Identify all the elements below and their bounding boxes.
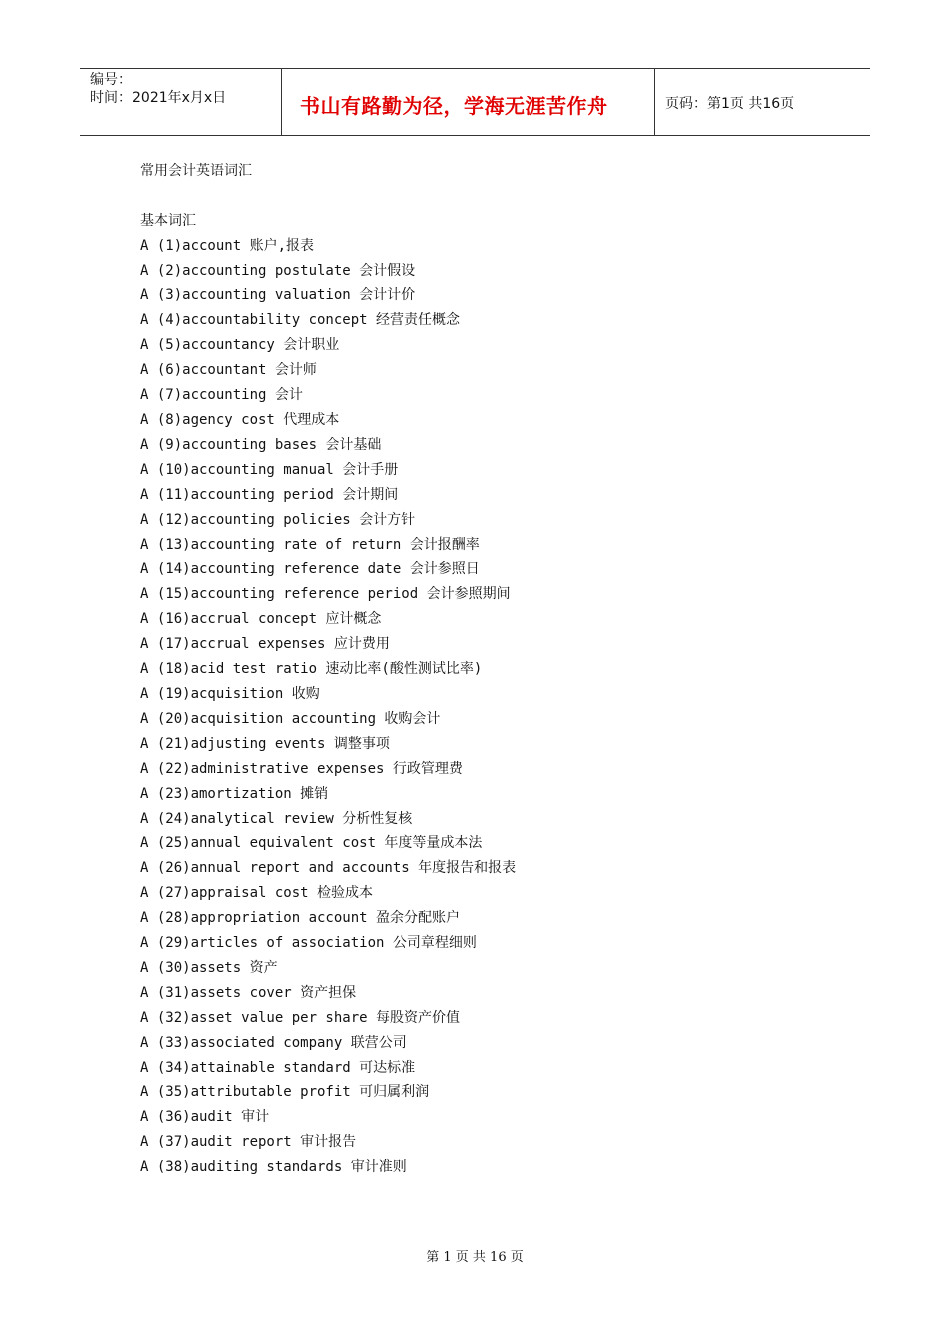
vocabulary-entry: A (29)articles of association 公司章程细则 (140, 935, 477, 952)
header-page-info: 页码：第1页 共16页 (665, 96, 795, 112)
vocabulary-entry: A (38)auditing standards 审计准则 (140, 1159, 407, 1176)
vocabulary-entry: A (18)acid test ratio 速动比率(酸性测试比率) (140, 661, 483, 678)
spacer (140, 184, 520, 209)
vocabulary-entry: A (22)administrative expenses 行政管理费 (140, 760, 463, 777)
vocabulary-entry: A (16)accrual concept 应计概念 (140, 611, 382, 628)
vocabulary-entry: A (30)assets 资产 (140, 959, 278, 976)
vocabulary-entry: A (17)accrual expenses 应计费用 (140, 636, 390, 653)
vocabulary-entry: A (20)acquisition accounting 收购会计 (140, 710, 441, 727)
vocabulary-entry: A (11)accounting period 会计期间 (140, 486, 399, 503)
vocabulary-entry: A (8)agency cost 代理成本 (140, 412, 340, 429)
vocabulary-entry: A (34)attainable standard 可达标准 (140, 1059, 416, 1076)
vocabulary-entry: A (1)account 账户,报表 (140, 237, 315, 254)
vocabulary-entry: A (14)accounting reference date 会计参照日 (140, 561, 480, 578)
document-title: 常用会计英语词汇 (140, 163, 252, 179)
vocabulary-entry: A (21)adjusting events 调整事项 (140, 735, 390, 752)
vocabulary-entry: A (10)accounting manual 会计手册 (140, 461, 399, 478)
vocabulary-entry: A (32)asset value per share 每股资产价值 (140, 1009, 461, 1026)
vocabulary-entry: A (27)appraisal cost 检验成本 (140, 885, 374, 902)
vocabulary-entry: A (37)audit report 审计报告 (140, 1134, 357, 1151)
vocabulary-entry: A (26)annual report and accounts 年度报告和报表 (140, 860, 517, 877)
vocabulary-entry: A (36)audit 审计 (140, 1109, 270, 1126)
header-number-label: 编号： (90, 72, 132, 88)
vocabulary-entry: A (23)amortization 摊销 (140, 785, 329, 802)
vocabulary-entry: A (28)appropriation account 盈余分配账户 (140, 910, 461, 927)
header-divider-left (281, 69, 282, 135)
vocabulary-entry: A (3)accounting valuation 会计计价 (140, 287, 416, 304)
vocabulary-entry: A (33)associated company 联营公司 (140, 1034, 407, 1051)
vocabulary-entry: A (5)accountancy 会计职业 (140, 337, 340, 354)
header-divider-right (654, 69, 655, 135)
vocabulary-entry: A (4)accountability concept 经营责任概念 (140, 312, 461, 329)
header-meta (90, 71, 226, 107)
document-body (140, 159, 520, 1180)
section-title: 基本词汇 (140, 212, 196, 229)
vocabulary-entry: A (7)accounting 会计 (140, 387, 303, 404)
vocabulary-entry: A (13)accounting rate of return 会计报酬率 (140, 536, 480, 553)
header-top-border (80, 68, 870, 69)
vocabulary-entry: A (24)analytical review 分析性复核 (140, 810, 413, 827)
vocabulary-list (140, 234, 520, 1180)
vocabulary-entry: A (9)accounting bases 会计基础 (140, 436, 382, 453)
vocabulary-entry: A (35)attributable profit 可归属利润 (140, 1084, 430, 1101)
vocabulary-entry: A (12)accounting policies 会计方针 (140, 511, 416, 528)
header-motto: 书山有路勤为径，学海无涯苦作舟 (300, 94, 608, 118)
vocabulary-entry: A (15)accounting reference period 会计参照期间 (140, 586, 511, 603)
header-bottom-border (80, 135, 870, 136)
vocabulary-entry: A (19)acquisition 收购 (140, 685, 320, 702)
vocabulary-entry: A (31)assets cover 资产担保 (140, 984, 357, 1001)
page-footer: 第 1 页 共 16 页 (426, 1250, 524, 1265)
vocabulary-entry: A (6)accountant 会计师 (140, 362, 317, 379)
vocabulary-entry: A (25)annual equivalent cost 年度等量成本法 (140, 835, 483, 852)
vocabulary-entry: A (2)accounting postulate 会计假设 (140, 262, 416, 279)
header-time-label: 时间：2021年x月x日 (90, 90, 227, 106)
